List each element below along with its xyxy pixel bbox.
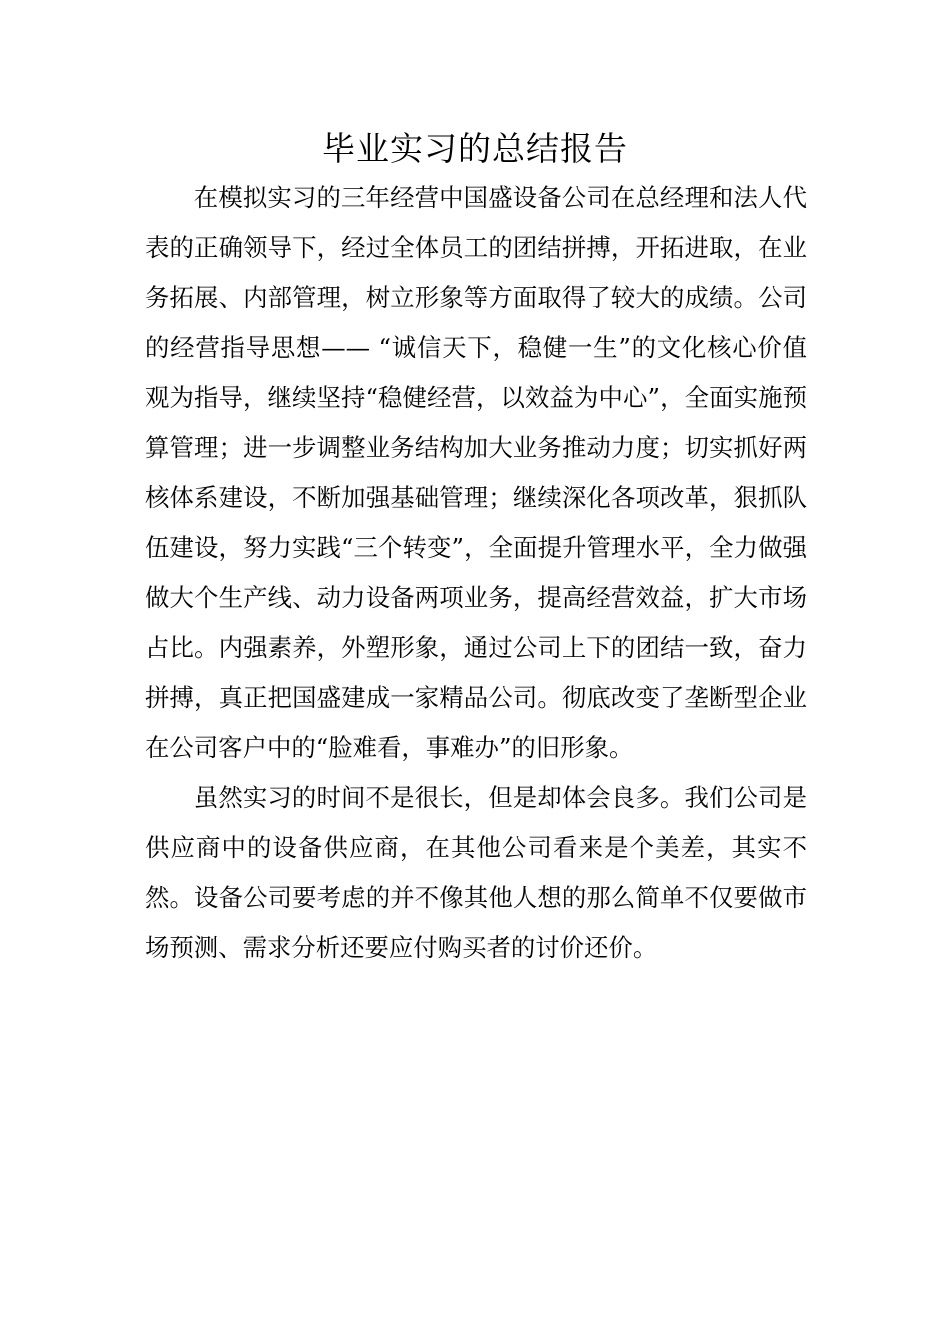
document-title: 毕业实习的总结报告 [322,129,628,168]
document-body [145,173,807,973]
paragraph-1: 在模拟实习的三年经营中国盛设备公司在总经理和法人代表的正确领导下，经过全体员工的团结拼搏，开拓进取，在业务拓展、内部管理，树立形象等方面取得了较大的成绩。公司的经营指导思想—— “诚信天下，稳健一生”的文化核心价值观为指导，继续坚持“稳健经营，以效益为中心”，全面实施预算管理；进一步调整业务结构加大业务推动力度；切实抓好两核体系建设，不断加强基础管理；继续深化各项改革，狠抓队伍建设，努力实践“三个转变”，全面提升管理水平，全力做强做大个生产线、动力设备两项业务，提高经营效益，扩大市场占比。内强素养，外塑形象，通过公司上下的团结一致，奋力拼搏，真正把国盛建成一家精品公司。彻底改变了垄断型企业在公司客户中的“脸难看，事难办”的旧形象。 [145,183,807,762]
paragraph-2: 虽然实习的时间不是很长，但是却体会良多。我们公司是供应商中的设备供应商，在其他公司看来是个美差，其实不然。设备公司要考虑的并不像其他人想的那么简单不仅要做市场预测、需求分析还要应付购买者的讨价还价。 [145,783,807,962]
